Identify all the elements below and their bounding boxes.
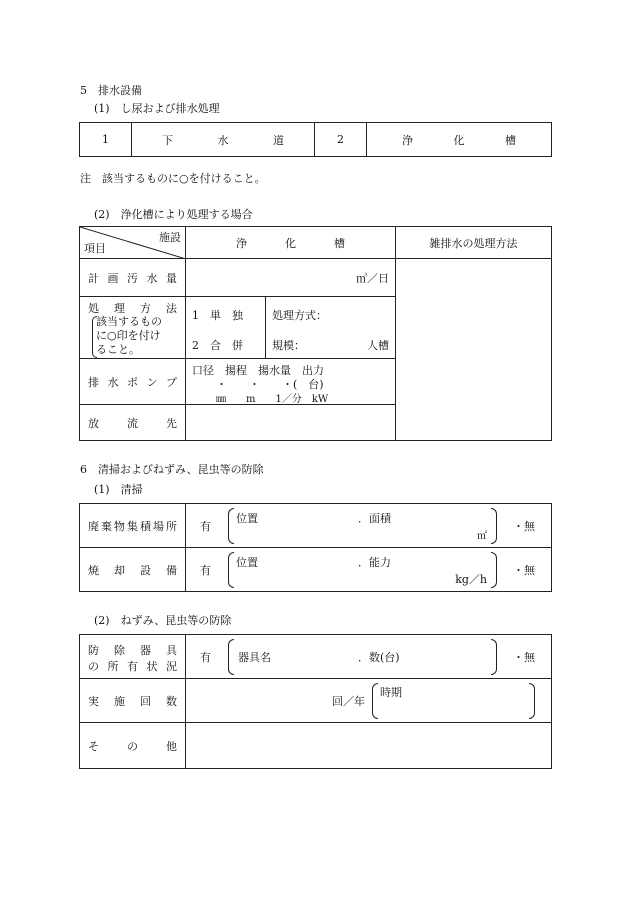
kaisu-label <box>80 679 186 723</box>
option-2-number[interactable]: 2 <box>315 123 367 157</box>
kibo-label: 規模： <box>272 339 305 352</box>
osui-value[interactable]: ㎥／日 <box>186 259 396 297</box>
pest-control-table <box>79 634 552 769</box>
label-char: 状 <box>146 660 158 673</box>
tandoku-option[interactable]: 1 単 独 <box>192 309 243 322</box>
label-char: 集 <box>127 519 138 533</box>
label-char: 方 <box>140 302 151 315</box>
shori-note-line: ること。 <box>96 343 140 356</box>
option-1-number[interactable]: 1 <box>80 123 132 157</box>
row-pump-label <box>80 359 186 405</box>
septic-table <box>79 226 552 441</box>
label-char: 設 <box>140 563 151 577</box>
option-2-label[interactable] <box>367 123 552 157</box>
shokyaku-value[interactable] <box>186 548 552 592</box>
label-char: 実 <box>88 694 99 708</box>
label-char: 所 <box>107 660 119 673</box>
label-char: 棄 <box>101 519 112 533</box>
label-char: 焼 <box>88 563 99 577</box>
ari-option[interactable]: 有 <box>200 564 211 577</box>
label-char: 先 <box>166 416 177 430</box>
shori-hoshiki-label: 処理方式： <box>272 309 327 322</box>
corner-header-cell <box>80 227 186 259</box>
label-char: 所 <box>166 519 177 533</box>
label-char: 汚 <box>127 271 138 285</box>
label-char: 器 <box>140 644 151 657</box>
count-label: ．数(台) <box>358 651 400 664</box>
option-1-label[interactable] <box>132 123 315 157</box>
period-label: 時期 <box>380 686 402 699</box>
position-label: 位置 <box>236 556 258 569</box>
section6-sub1: (1) 清掃 <box>94 483 143 496</box>
label-char: 水 <box>146 271 158 285</box>
pump-dots: ・ ・ ・( 台) <box>216 378 324 391</box>
capacity-unit: kg／h <box>455 573 487 586</box>
option-2-text <box>367 132 551 148</box>
zatsu-header: 雑排水の処理方法 <box>396 227 552 259</box>
horyu-label-text <box>80 415 185 431</box>
cleaning-table <box>79 503 552 592</box>
section5-sub1: (1) し尿および排水処理 <box>94 102 220 115</box>
label-char: 況 <box>166 660 177 673</box>
note: 注 該当するものに○を付けること。 <box>80 172 266 185</box>
shokyaku-label <box>80 548 186 592</box>
label-char: 理 <box>114 302 125 315</box>
label-char: 法 <box>166 302 177 315</box>
right-brace <box>529 683 535 719</box>
label-char: 画 <box>107 271 119 285</box>
kigu-label-line2 <box>80 658 185 674</box>
kaisu-value[interactable] <box>186 679 552 723</box>
sonota-label-text <box>80 738 185 754</box>
area-unit: ㎡ <box>477 531 487 542</box>
kigu-value[interactable] <box>186 635 552 679</box>
kigu-label-line1 <box>80 642 185 658</box>
label-char: 処 <box>88 302 99 315</box>
section6-title: 6 清掃およびねずみ、昆虫等の防除 <box>80 463 264 476</box>
label-char: 排 <box>88 375 99 389</box>
label-char: プ <box>166 375 177 389</box>
right-brace <box>491 508 497 544</box>
pump-label-text <box>80 374 185 390</box>
label-char: 有 <box>127 660 138 673</box>
section6-sub2: (2) ねずみ、昆虫等の防除 <box>94 614 232 627</box>
label-char: 道 <box>273 133 284 147</box>
section5-title: 5 排水設備 <box>80 84 142 97</box>
left-brace <box>228 639 234 675</box>
shori-note-line: 該当するもの <box>96 315 162 328</box>
left-brace <box>372 683 378 719</box>
johka-header-text <box>186 235 395 251</box>
johka-header <box>186 227 396 259</box>
left-brace <box>228 508 234 544</box>
label-char: 量 <box>166 271 177 285</box>
shori-type-cell[interactable] <box>186 297 266 359</box>
label-char: 回 <box>140 694 151 708</box>
shori-note <box>96 315 162 357</box>
option-1-text <box>132 132 314 148</box>
section5-sub2: (2) 浄化槽により処理する場合 <box>94 208 253 221</box>
horyu-value[interactable] <box>186 405 396 441</box>
nashi-option[interactable]: ・無 <box>513 520 535 533</box>
label-char: 放 <box>88 416 99 430</box>
pump-units: ㎜ m 1／分 kW <box>216 394 329 405</box>
position-label: 位置 <box>236 512 258 525</box>
nashi-option[interactable]: ・無 <box>513 564 535 577</box>
label-char: 却 <box>114 563 125 577</box>
capacity-label: ．能力 <box>358 556 391 569</box>
label-char: 他 <box>166 739 177 753</box>
label-char: 化 <box>453 133 465 147</box>
device-name-label: 器具名 <box>238 651 271 664</box>
shori-note-line: に○印を付け <box>96 329 161 342</box>
label-char: そ <box>88 739 99 753</box>
ari-option[interactable]: 有 <box>200 520 211 533</box>
label-char: 備 <box>166 563 177 577</box>
sonota-label <box>80 723 186 769</box>
shokyaku-label-text <box>80 562 185 578</box>
label-char: 計 <box>88 271 99 285</box>
ari-option[interactable]: 有 <box>200 651 211 664</box>
label-char: ポ <box>127 375 138 389</box>
label-char: 物 <box>114 519 125 533</box>
shori-label-text <box>80 300 185 316</box>
label-char: 化 <box>285 236 296 250</box>
gappei-option[interactable]: 2 合 併 <box>192 339 243 352</box>
times-per-year-unit: 回／年 <box>332 695 365 708</box>
label-char: 場 <box>153 519 164 533</box>
kaisu-label-text <box>80 693 185 709</box>
pump-header: 口径 揚程 揚水量 出力 <box>192 364 324 377</box>
row-horyu-label <box>80 405 186 441</box>
label-char: 槽 <box>334 236 345 250</box>
zatsu-value[interactable] <box>396 259 552 441</box>
label-char: 下 <box>162 133 173 147</box>
label-char: 積 <box>140 519 151 533</box>
label-char: 施 <box>114 694 125 708</box>
label-char: 水 <box>107 375 119 389</box>
right-brace <box>491 639 497 675</box>
haikibutsu-label <box>80 504 186 548</box>
label-char: 数 <box>166 694 177 708</box>
kigu-label <box>80 635 186 679</box>
label-char: 除 <box>114 644 125 657</box>
label-char: 浄 <box>402 133 413 147</box>
label-char: 水 <box>217 133 229 147</box>
row-shori-label <box>80 297 186 359</box>
label-char: 槽 <box>505 133 516 147</box>
label-char: 流 <box>127 416 138 430</box>
label-char: の <box>127 739 138 753</box>
haikibutsu-label-text <box>80 518 185 534</box>
area-label: ．面積 <box>358 512 391 525</box>
label-char: の <box>88 660 99 673</box>
nashi-option[interactable]: ・無 <box>513 651 535 664</box>
label-char: ン <box>146 375 158 389</box>
haikibutsu-value[interactable] <box>186 504 552 548</box>
right-brace <box>491 552 497 588</box>
sonota-value[interactable] <box>186 723 552 769</box>
shori-detail-cell[interactable] <box>266 297 396 359</box>
corner-top-label: 施設 <box>159 231 181 244</box>
label-char: 廃 <box>88 519 99 533</box>
osui-label-text <box>80 270 185 286</box>
row-osui-label <box>80 259 186 297</box>
label-char: 浄 <box>236 236 247 250</box>
label-char: 具 <box>166 644 177 657</box>
disposal-options-table <box>79 122 552 157</box>
jinso-unit: 人槽 <box>367 339 389 352</box>
pump-value[interactable] <box>186 359 396 405</box>
label-char: 防 <box>88 644 99 657</box>
corner-bottom-label: 項目 <box>84 242 106 255</box>
left-brace <box>228 552 234 588</box>
